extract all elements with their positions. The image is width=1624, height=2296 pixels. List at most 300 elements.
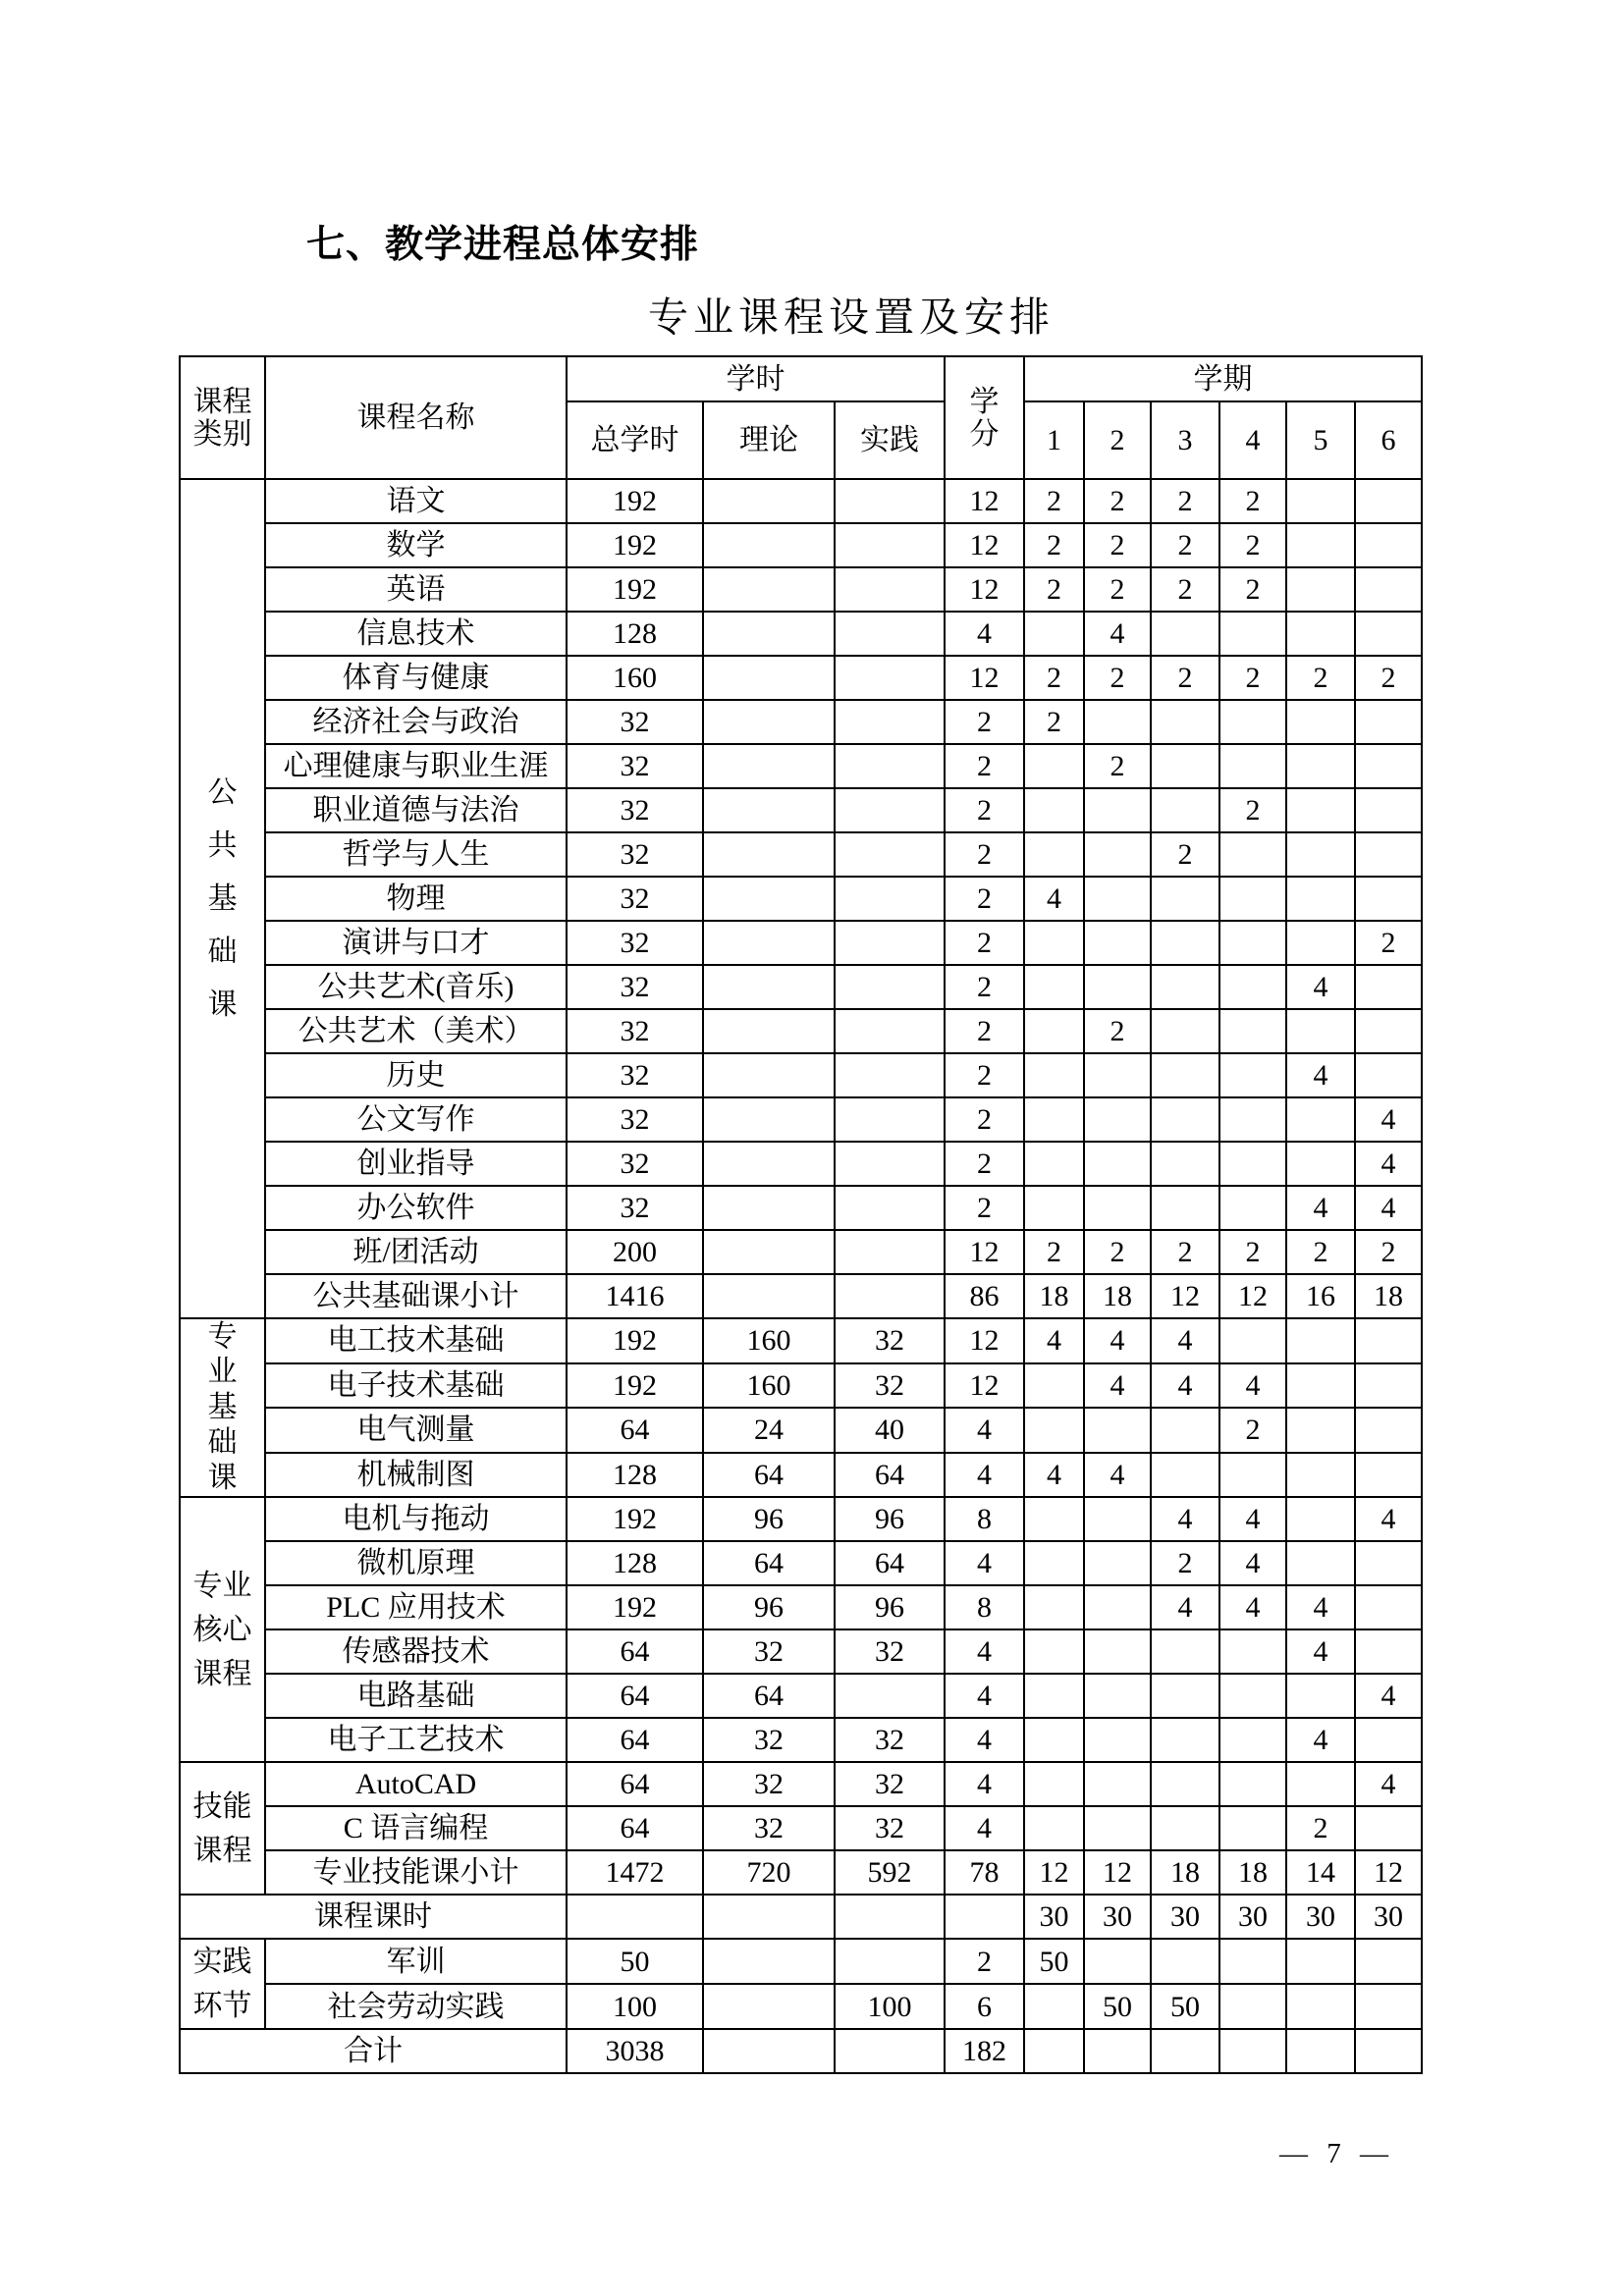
total-hours-cell: 1472: [567, 1850, 703, 1895]
theory-hours-cell: [703, 832, 835, 877]
semester-value-cell: [1084, 1939, 1151, 1984]
semester-value-cell: [1084, 1053, 1151, 1097]
semester-value-cell: [1084, 921, 1151, 965]
semester-value-cell: [1219, 877, 1286, 921]
course-name-cell: 军训: [265, 1939, 567, 1984]
total-hours-cell: 32: [567, 788, 703, 832]
semester-value-cell: 12: [1355, 1850, 1422, 1895]
semester-value-cell: [1024, 612, 1084, 656]
semester-value-cell: [1151, 744, 1219, 788]
credit-cell: [945, 1895, 1024, 1939]
semester-value-cell: [1355, 1629, 1422, 1674]
credit-cell: 2: [945, 921, 1024, 965]
course-name-cell: 英语: [265, 567, 567, 612]
total-hours-cell: 192: [567, 479, 703, 523]
semester-value-cell: 50: [1151, 1984, 1219, 2029]
semester-value-cell: [1024, 832, 1084, 877]
theory-hours-cell: 64: [703, 1674, 835, 1718]
semester-value-cell: [1024, 744, 1084, 788]
total-hours-cell: 64: [567, 1718, 703, 1762]
credit-cell: 12: [945, 523, 1024, 567]
semester-value-cell: [1024, 1718, 1084, 1762]
practice-hours-cell: 32: [835, 1318, 945, 1363]
curriculum-table: [179, 355, 1423, 2074]
table-row: [180, 1142, 1422, 1186]
semester-value-cell: 2: [1219, 567, 1286, 612]
course-name-cell: 历史: [265, 1053, 567, 1097]
theory-hours-cell: [703, 1097, 835, 1142]
semester-value-cell: 4: [1286, 1186, 1355, 1230]
header-category-line: 类别: [192, 417, 252, 451]
semester-value-cell: 2: [1151, 1541, 1219, 1585]
total-hours-cell: 3038: [567, 2029, 703, 2073]
course-name-cell: 电工技术基础: [265, 1318, 567, 1363]
semester-value-cell: [1219, 1318, 1286, 1363]
semester-value-cell: [1024, 1984, 1084, 2029]
semester-value-cell: [1151, 1408, 1219, 1453]
semester-value-cell: [1151, 1053, 1219, 1097]
practice-hours-cell: [835, 1186, 945, 1230]
total-hours-cell: 32: [567, 1186, 703, 1230]
practice-hours-cell: [835, 700, 945, 744]
semester-value-cell: [1024, 1363, 1084, 1409]
header-category-line: 课程: [192, 385, 252, 418]
category-line: 课: [207, 1462, 238, 1494]
header-credit-line: 分: [969, 417, 1000, 451]
semester-value-cell: 4: [1024, 1318, 1084, 1363]
semester-value-cell: 4: [1286, 965, 1355, 1009]
semester-value-cell: [1355, 1939, 1422, 1984]
semester-value-cell: 4: [1151, 1363, 1219, 1409]
semester-value-cell: [1024, 1806, 1084, 1850]
theory-hours-cell: [703, 523, 835, 567]
semester-value-cell: [1151, 1453, 1219, 1498]
credit-cell: 2: [945, 877, 1024, 921]
semester-value-cell: [1024, 1585, 1084, 1629]
semester-value-cell: [1219, 1718, 1286, 1762]
total-hours-cell: 32: [567, 744, 703, 788]
semester-value-cell: 2: [1024, 1230, 1084, 1274]
table-row: [180, 567, 1422, 612]
semester-value-cell: [1084, 700, 1151, 744]
semester-value-cell: 4: [1219, 1363, 1286, 1409]
header-credit-line: 学: [969, 385, 1000, 418]
theory-hours-cell: 32: [703, 1762, 835, 1806]
semester-value-cell: 2: [1219, 788, 1286, 832]
credit-cell: 4: [945, 1629, 1024, 1674]
table-row: [180, 1274, 1422, 1318]
semester-value-cell: 2: [1024, 567, 1084, 612]
semester-value-cell: [1084, 1674, 1151, 1718]
credit-cell: 4: [945, 1453, 1024, 1498]
course-name-cell: 信息技术: [265, 612, 567, 656]
credit-cell: 12: [945, 479, 1024, 523]
header-semester: 学期: [1024, 356, 1422, 401]
course-name-cell: 办公软件: [265, 1186, 567, 1230]
semester-value-cell: [1355, 788, 1422, 832]
course-name-cell: 数学: [265, 523, 567, 567]
semester-value-cell: 4: [1084, 1363, 1151, 1409]
semester-value-cell: [1151, 1142, 1219, 1186]
semester-value-cell: [1219, 965, 1286, 1009]
semester-value-cell: [1024, 1674, 1084, 1718]
semester-value-cell: 2: [1084, 744, 1151, 788]
table-row: [180, 656, 1422, 700]
header-hours: 学时: [567, 356, 945, 401]
semester-value-cell: 4: [1355, 1142, 1422, 1186]
total-hours-cell: 32: [567, 1009, 703, 1053]
total-hours-cell: 32: [567, 1053, 703, 1097]
practice-hours-cell: 32: [835, 1363, 945, 1409]
semester-value-cell: [1219, 744, 1286, 788]
semester-value-cell: 2: [1151, 832, 1219, 877]
semester-value-cell: [1355, 1585, 1422, 1629]
semester-value-cell: [1151, 700, 1219, 744]
credit-cell: 12: [945, 567, 1024, 612]
theory-hours-cell: [703, 1142, 835, 1186]
semester-value-cell: 4: [1084, 612, 1151, 656]
credit-cell: 8: [945, 1497, 1024, 1541]
semester-value-cell: 2: [1151, 1230, 1219, 1274]
table-row: [180, 1318, 1422, 1363]
course-name-cell: 电路基础: [265, 1674, 567, 1718]
semester-value-cell: [1151, 1939, 1219, 1984]
course-name-cell: 语文: [265, 479, 567, 523]
credit-cell: 4: [945, 1408, 1024, 1453]
semester-value-cell: 2: [1084, 1230, 1151, 1274]
credit-cell: 8: [945, 1585, 1024, 1629]
practice-hours-cell: [835, 1674, 945, 1718]
theory-hours-cell: 32: [703, 1718, 835, 1762]
semester-value-cell: 2: [1084, 1009, 1151, 1053]
semester-value-cell: [1219, 2029, 1286, 2073]
total-hours-cell: 64: [567, 1408, 703, 1453]
theory-hours-cell: 160: [703, 1318, 835, 1363]
semester-value-cell: [1084, 1806, 1151, 1850]
category-cell: [180, 479, 265, 1318]
table-row: [180, 1009, 1422, 1053]
category-line: 课: [207, 988, 238, 1021]
theory-hours-cell: [703, 1984, 835, 2029]
semester-value-cell: [1355, 1984, 1422, 2029]
semester-value-cell: [1151, 1806, 1219, 1850]
course-name-cell: 合计: [180, 2029, 567, 2073]
semester-value-cell: [1355, 832, 1422, 877]
semester-value-cell: [1151, 1762, 1219, 1806]
total-hours-cell: 128: [567, 612, 703, 656]
credit-cell: 86: [945, 1274, 1024, 1318]
header-semester-3: 3: [1151, 401, 1219, 479]
credit-cell: 2: [945, 700, 1024, 744]
semester-value-cell: [1286, 1497, 1355, 1541]
course-name-cell: 公共基础课小计: [265, 1274, 567, 1318]
theory-hours-cell: [703, 744, 835, 788]
semester-value-cell: [1219, 1097, 1286, 1142]
credit-cell: 12: [945, 1318, 1024, 1363]
semester-value-cell: [1355, 1408, 1422, 1453]
semester-value-cell: 18: [1151, 1850, 1219, 1895]
total-hours-cell: 64: [567, 1629, 703, 1674]
semester-value-cell: [1084, 877, 1151, 921]
theory-hours-cell: 720: [703, 1850, 835, 1895]
category-line: 专业: [192, 1569, 252, 1602]
semester-value-cell: [1084, 1762, 1151, 1806]
semester-value-cell: [1219, 1453, 1286, 1498]
semester-value-cell: [1286, 1939, 1355, 1984]
semester-value-cell: 4: [1286, 1053, 1355, 1097]
credit-cell: 2: [945, 1009, 1024, 1053]
header-semester-5: 5: [1286, 401, 1355, 479]
semester-value-cell: [1024, 788, 1084, 832]
semester-value-cell: 30: [1219, 1895, 1286, 1939]
semester-value-cell: 2: [1024, 523, 1084, 567]
semester-value-cell: 4: [1355, 1762, 1422, 1806]
category-cell: [180, 1939, 265, 2029]
semester-value-cell: 2: [1024, 656, 1084, 700]
semester-value-cell: [1024, 1629, 1084, 1674]
theory-hours-cell: 24: [703, 1408, 835, 1453]
semester-value-cell: 4: [1219, 1497, 1286, 1541]
practice-hours-cell: [835, 744, 945, 788]
total-hours-cell: 192: [567, 1318, 703, 1363]
semester-value-cell: [1219, 1806, 1286, 1850]
semester-value-cell: 16: [1286, 1274, 1355, 1318]
category-line: 课程: [192, 1834, 252, 1867]
course-name-cell: 创业指导: [265, 1142, 567, 1186]
semester-value-cell: [1151, 1629, 1219, 1674]
semester-value-cell: 30: [1355, 1895, 1422, 1939]
category-line: 基: [207, 1391, 238, 1423]
semester-value-cell: [1024, 1762, 1084, 1806]
theory-hours-cell: [703, 2029, 835, 2073]
category-line: 实践: [192, 1946, 252, 1978]
semester-value-cell: 2: [1219, 656, 1286, 700]
header-semester-6: 6: [1355, 401, 1422, 479]
theory-hours-cell: 96: [703, 1585, 835, 1629]
course-name-cell: 哲学与人生: [265, 832, 567, 877]
theory-hours-cell: 32: [703, 1806, 835, 1850]
total-hours-cell: 192: [567, 1497, 703, 1541]
semester-value-cell: 4: [1024, 877, 1084, 921]
table-row: [180, 1674, 1422, 1718]
table-row: [180, 1984, 1422, 2029]
credit-cell: 4: [945, 1762, 1024, 1806]
course-name-cell: 公文写作: [265, 1097, 567, 1142]
semester-value-cell: [1355, 1318, 1422, 1363]
semester-value-cell: [1151, 2029, 1219, 2073]
total-hours-cell: 50: [567, 1939, 703, 1984]
table-row: [180, 1585, 1422, 1629]
credit-cell: 2: [945, 1142, 1024, 1186]
practice-hours-cell: 100: [835, 1984, 945, 2029]
practice-hours-cell: 592: [835, 1850, 945, 1895]
semester-value-cell: [1355, 1453, 1422, 1498]
semester-value-cell: [1219, 1762, 1286, 1806]
semester-value-cell: 2: [1024, 479, 1084, 523]
table-row: [180, 2029, 1422, 2073]
semester-value-cell: 12: [1024, 1850, 1084, 1895]
course-name-cell: 电气测量: [265, 1408, 567, 1453]
table-row: [180, 1453, 1422, 1498]
semester-value-cell: [1286, 1674, 1355, 1718]
table-header: [180, 356, 1422, 479]
table-row: [180, 479, 1422, 523]
semester-value-cell: [1084, 1541, 1151, 1585]
semester-value-cell: [1286, 1318, 1355, 1363]
table-body: [180, 479, 1422, 2073]
semester-value-cell: [1355, 744, 1422, 788]
semester-value-cell: [1219, 1142, 1286, 1186]
credit-cell: 4: [945, 1806, 1024, 1850]
semester-value-cell: [1219, 1939, 1286, 1984]
semester-value-cell: [1024, 1142, 1084, 1186]
semester-value-cell: [1355, 567, 1422, 612]
credit-cell: 78: [945, 1850, 1024, 1895]
semester-value-cell: [1024, 965, 1084, 1009]
table-row: [180, 1939, 1422, 1984]
semester-value-cell: [1355, 1806, 1422, 1850]
semester-value-cell: [1024, 1541, 1084, 1585]
table-title: 专业课程设置及安排: [648, 294, 1055, 340]
table-row: [180, 1186, 1422, 1230]
category-cell: [180, 1318, 265, 1497]
semester-value-cell: [1355, 965, 1422, 1009]
theory-hours-cell: 64: [703, 1541, 835, 1585]
table-row: [180, 1850, 1422, 1895]
theory-hours-cell: 160: [703, 1363, 835, 1409]
semester-value-cell: [1219, 1674, 1286, 1718]
practice-hours-cell: 32: [835, 1762, 945, 1806]
table-row: [180, 877, 1422, 921]
practice-hours-cell: 96: [835, 1497, 945, 1541]
theory-hours-cell: [703, 965, 835, 1009]
practice-hours-cell: [835, 612, 945, 656]
total-hours-cell: 192: [567, 1363, 703, 1409]
semester-value-cell: 4: [1286, 1718, 1355, 1762]
credit-cell: 12: [945, 1363, 1024, 1409]
table-row: [180, 700, 1422, 744]
course-name-cell: AutoCAD: [265, 1762, 567, 1806]
practice-hours-cell: [835, 523, 945, 567]
semester-value-cell: 4: [1219, 1585, 1286, 1629]
semester-value-cell: 14: [1286, 1850, 1355, 1895]
semester-value-cell: 2: [1286, 1230, 1355, 1274]
semester-value-cell: [1286, 1541, 1355, 1585]
semester-value-cell: 4: [1084, 1318, 1151, 1363]
practice-hours-cell: 32: [835, 1806, 945, 1850]
practice-hours-cell: [835, 788, 945, 832]
total-hours-cell: [567, 1895, 703, 1939]
semester-value-cell: [1219, 1186, 1286, 1230]
practice-hours-cell: [835, 921, 945, 965]
course-name-cell: 物理: [265, 877, 567, 921]
semester-value-cell: [1084, 965, 1151, 1009]
table-row: [180, 744, 1422, 788]
credit-cell: 182: [945, 2029, 1024, 2073]
total-hours-cell: 64: [567, 1806, 703, 1850]
practice-hours-cell: [835, 2029, 945, 2073]
total-hours-cell: 100: [567, 1984, 703, 2029]
semester-value-cell: 4: [1024, 1453, 1084, 1498]
course-name-cell: 电子技术基础: [265, 1363, 567, 1409]
course-name-cell: 心理健康与职业生涯: [265, 744, 567, 788]
credit-cell: 2: [945, 744, 1024, 788]
header-semester-1: 1: [1024, 401, 1084, 479]
semester-value-cell: 18: [1355, 1274, 1422, 1318]
semester-value-cell: 4: [1355, 1097, 1422, 1142]
credit-cell: 12: [945, 1230, 1024, 1274]
category-line: 专: [207, 1320, 238, 1353]
practice-hours-cell: [835, 567, 945, 612]
semester-value-cell: 2: [1151, 656, 1219, 700]
theory-hours-cell: [703, 877, 835, 921]
semester-value-cell: [1286, 479, 1355, 523]
practice-hours-cell: [835, 1009, 945, 1053]
credit-cell: 2: [945, 1939, 1024, 1984]
semester-value-cell: [1219, 1629, 1286, 1674]
semester-value-cell: 4: [1355, 1674, 1422, 1718]
practice-hours-cell: [835, 965, 945, 1009]
semester-value-cell: [1084, 1629, 1151, 1674]
semester-value-cell: [1084, 1186, 1151, 1230]
header-category: [180, 356, 265, 479]
semester-value-cell: [1355, 1009, 1422, 1053]
semester-value-cell: [1355, 523, 1422, 567]
theory-hours-cell: [703, 921, 835, 965]
semester-value-cell: 12: [1151, 1274, 1219, 1318]
table-row: [180, 1497, 1422, 1541]
semester-value-cell: [1084, 788, 1151, 832]
practice-hours-cell: 32: [835, 1629, 945, 1674]
course-name-cell: PLC 应用技术: [265, 1585, 567, 1629]
table-row: [180, 1629, 1422, 1674]
semester-value-cell: [1286, 1408, 1355, 1453]
course-name-cell: 职业道德与法治: [265, 788, 567, 832]
semester-value-cell: [1355, 2029, 1422, 2073]
semester-value-cell: [1219, 921, 1286, 965]
course-name-cell: 经济社会与政治: [265, 700, 567, 744]
table-row: [180, 1806, 1422, 1850]
course-name-cell: 体育与健康: [265, 656, 567, 700]
semester-value-cell: 18: [1084, 1274, 1151, 1318]
semester-value-cell: [1024, 1497, 1084, 1541]
semester-value-cell: 18: [1219, 1850, 1286, 1895]
category-line: 础: [207, 1426, 238, 1459]
semester-value-cell: 4: [1151, 1497, 1219, 1541]
practice-hours-cell: [835, 1142, 945, 1186]
practice-hours-cell: 96: [835, 1585, 945, 1629]
semester-value-cell: [1355, 1541, 1422, 1585]
course-name-cell: 社会劳动实践: [265, 1984, 567, 2029]
semester-value-cell: [1024, 2029, 1084, 2073]
credit-cell: 2: [945, 965, 1024, 1009]
table-row: [180, 832, 1422, 877]
theory-hours-cell: [703, 700, 835, 744]
table-row: [180, 965, 1422, 1009]
semester-value-cell: [1084, 1097, 1151, 1142]
course-name-cell: 演讲与口才: [265, 921, 567, 965]
semester-value-cell: 4: [1355, 1497, 1422, 1541]
table-row: [180, 1053, 1422, 1097]
semester-value-cell: 2: [1219, 523, 1286, 567]
semester-value-cell: [1286, 2029, 1355, 2073]
semester-value-cell: [1219, 1053, 1286, 1097]
semester-value-cell: 30: [1084, 1895, 1151, 1939]
credit-cell: 4: [945, 1674, 1024, 1718]
theory-hours-cell: [703, 1186, 835, 1230]
semester-value-cell: 50: [1084, 1984, 1151, 2029]
semester-value-cell: 2: [1151, 479, 1219, 523]
